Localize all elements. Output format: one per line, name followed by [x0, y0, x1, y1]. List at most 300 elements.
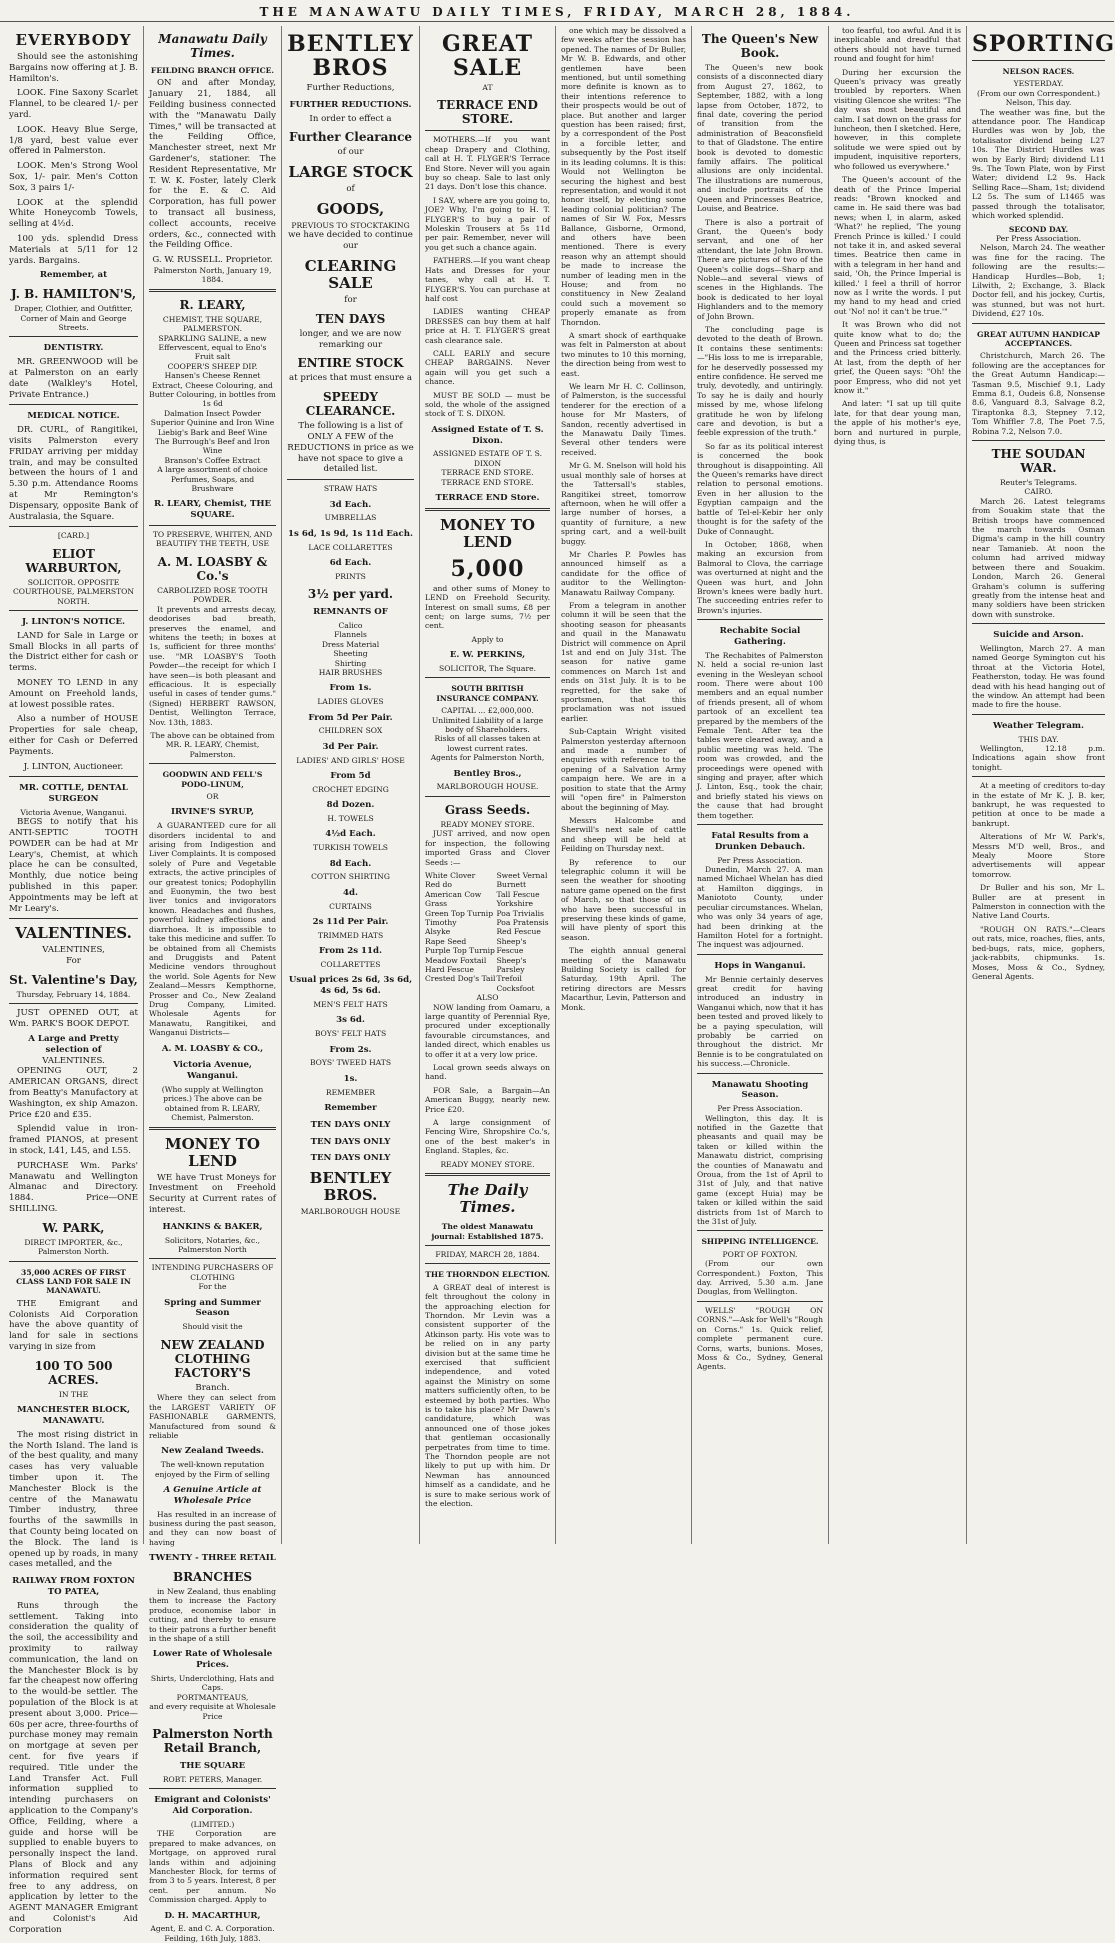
- article-text: So far as its political interest is concerned the book throughout is disappointing. All the Queen's remarks have direct relation to personal emotions. Even in her allusion to the Egyptian campaign and the battle of Tel-el-Kebir her only thought is for the safety of the Duke of Connaught.: [697, 441, 823, 536]
- divider: [697, 1073, 823, 1074]
- seeds-left-list: [425, 871, 496, 993]
- article-text: The Queen's account of the death of the Prince Imperial reads: "Brown knocked and came in. He said there was bad news; when I, in alarm, asked 'What?' he replied, 'The young French Prince is killed.' I could not take it in, and asked several times. Beatrice then came in with a telegram in her hand and said, 'Oh, the Prince Imperial is killed.' I feel a thrill of horror now as I write the words. I put my hand to my head and cried out 'No! no! it can't be true.'": [834, 175, 961, 316]
- russell-sig: G. W. RUSSELL. Proprietor.: [152, 255, 273, 266]
- list-item: Tall Fescue: [496, 889, 540, 899]
- macarthur-name: D. H. MACARTHUR,: [164, 1910, 261, 1921]
- further-text: Further Reductions,: [306, 83, 395, 93]
- ten-days-only: TEN DAYS ONLY: [310, 1153, 391, 1164]
- wpark-name: W. PARK,: [42, 1220, 105, 1235]
- local-text: Local grown seeds always on hand.: [425, 1063, 550, 1082]
- divider: [9, 336, 138, 337]
- leary-sub: CHEMIST, THE SQUARE, PALMERSTON.: [162, 314, 263, 334]
- railway-text: Runs through the settlement. Taking into consideration the quality of the soil, the accessibility and proximity to railway communication, the land on the Manchester Block is by far the cheapest now offering to the would-be settler. The population of the Block is at present about 3,000. Price—60s per acre, three-fourths of purchase money may remain on mortgage at seven per cent. for five years if required. Title under the Land Transfer Act. Full information supplied to intending purchasers on application to the Company's Office, Feilding, where a guide and horse will be supplied to enable buyers to personally inspect the land. Plans of Block and any information required sent free to any address, on application by letter to the AGENT MANAGER Emigrant and Colonist's Aid Corporation: [9, 1600, 138, 1935]
- twenty-text: TWENTY - THREE RETAIL: [149, 1553, 276, 1564]
- leary-heading: R. LEARY,: [179, 297, 246, 312]
- item-name: COLLARETTES: [320, 960, 381, 970]
- column-7: [829, 26, 967, 1544]
- spring-text: Spring and Summer Season: [164, 1297, 261, 1319]
- hops-text: Mr Bennie certainly deserves great credit for having introduced an industry in Wanganui which, now that it has been tested and proved likely to be a paying speculation, will probably be carried on throughout the district. Mr Bennie is to be congratulated on his success.—Chronicle.: [697, 974, 823, 1069]
- large-stock: LARGE STOCK: [288, 163, 413, 182]
- joe-text: I SAY, where are you going to, JOE? Why, I'm going to H. T. FLYGER'S to buy a pair of Moleskin Trousers at 5s 11d per pair. Remember, never will you get such a chance again.: [425, 195, 550, 252]
- for-the: For the: [198, 1282, 227, 1292]
- list-item: Timothy: [425, 917, 457, 927]
- shooting-text: From a telegram in another column it will be seen that the shooting season for pheasants and quail in the Manawatu District will commence on April 1st and end on July 31st. The season for native game commences on March 1st and ends on 31st July. It is to be regretted, for the sake of sportsmen, that this proclamation was not issued earlier.: [561, 600, 686, 723]
- divider: [972, 60, 1105, 61]
- list-item: COOPER'S SHEEP DIP.: [167, 361, 258, 371]
- valentines-sub: VALENTINES,: [42, 945, 105, 956]
- ladies-text: LADIES wanting CHEAP DRESSES can buy them at half price at H. T. FLYGER'S great cash clearance sale.: [425, 307, 550, 345]
- acres-heading: 35,000 ACRES OF FIRST CLASS LAND FOR SALE IN MANAWATU.: [16, 1267, 131, 1296]
- list-item: SPARKLING SALINE, a new Effervescent, equal to Eno's Fruit salt: [158, 333, 267, 362]
- divider: [9, 918, 138, 919]
- branch-text: Branch.: [195, 1382, 230, 1393]
- list-item: Purple Top Turnip: [425, 946, 495, 956]
- divider: [149, 1788, 276, 1789]
- list-item: Liebig's Bark and Beef Wine: [157, 427, 268, 437]
- st-valentines-date: Thursday, February 14, 1884.: [16, 990, 131, 1000]
- loasby-name: A. M. LOASBY & Co.'s: [157, 554, 268, 583]
- column-6: [692, 26, 829, 1544]
- wpark-sub: DIRECT IMPORTER, &c., Palmerston North.: [24, 1237, 123, 1257]
- item-name: LADIES' AND GIRLS' HOSE: [296, 755, 405, 765]
- list-item: Hard Fescue: [425, 964, 474, 974]
- issue-date: FRIDAY, MARCH 28, 1884.: [435, 1249, 540, 1259]
- autumn-text: Christchurch, March 26. The following are the acceptances for the Great Autumn Handicap:— Tasman 9.5, Mischief 9.1, Lady Emma 8.1, Oudeis 6.8, Nonsense 8.6, Vanguard 8.3, Salvage 8.2, Tiraptonka 8.3, Stepney 7.12, Tom Whiffler 7.8, The Poet 7.5, Robina 7.2, Nelson 7.0.: [972, 351, 1105, 436]
- divider: [697, 619, 823, 620]
- list-item: Sweet Vernal: [496, 870, 548, 880]
- list-item: White Clover: [425, 870, 476, 880]
- risks-text: Risks of all classes taken at lowest current rates.: [434, 734, 541, 753]
- oldest-text: The oldest Manawatu journal: Established 1875.: [431, 1222, 544, 1241]
- list-item: Burnett: [496, 880, 527, 890]
- money-text: and other sums of Money to LEND on Freehold Security. Interest on small sums, £8 per cent; on large sums, 7½ per cent.: [425, 583, 550, 631]
- cottle-address: Victoria Avenue, Wanganui.: [20, 807, 127, 817]
- list-item: Superior Quinine and Iron Wine: [150, 418, 275, 428]
- thorndon-heading: THE THORNDON ELECTION.: [425, 1270, 550, 1280]
- ready-money-2: READY MONEY STORE.: [440, 1159, 535, 1169]
- resulted-text: Has resulted in an increase of business during the past season, and they can now boast of having: [149, 1509, 276, 1547]
- bentley-footer: BENTLEY BROS.: [309, 1169, 392, 1205]
- item-price: 8d Dozen.: [326, 800, 375, 811]
- list-item: Cocksfoot: [496, 983, 535, 993]
- mothers-text: MOTHERS.—If you want cheap Drapery and Clothing, call at H. T. FLYGER'S Terrace End Store. Never will you again buy so cheap. Sale to last only 21 days. Don't lose this chance.: [425, 135, 550, 192]
- requisite-text: and every requisite at Wholesale Price: [149, 1702, 276, 1721]
- leary-list: [149, 334, 276, 494]
- sporting-heading: SPORTING: [972, 31, 1115, 57]
- divider: [9, 776, 138, 777]
- list-item: Flannels: [334, 630, 367, 640]
- assigned-sub: ASSIGNED ESTATE OF T. S. DIXON: [432, 449, 543, 468]
- learn-text: We learn Mr H. C. Collinson, of Palmerston, is the successful tenderer for the erection of a house for Mr Masters, of Sandon, recently advertised in the Manawatu Daily Times. Several other tenders were received.: [561, 382, 686, 457]
- valentines-heading: VALENTINES.: [15, 924, 132, 943]
- square-text: THE SQUARE: [179, 1761, 246, 1772]
- buller-text: Dr Buller and his son, Mr L. Buller are at present in Palmerston in connection with the Native Land Courts.: [972, 883, 1105, 921]
- item-name: MEN'S FELT HATS: [313, 1000, 388, 1010]
- divider: [9, 526, 138, 527]
- irvine-heading: IRVINE'S SYRUP,: [170, 807, 255, 818]
- everybody-heading: EVERYBODY: [15, 31, 132, 49]
- article-text: During her excursion the Queen's privacy was greatly troubled by reporters. When visiting Glencoe she writes: "The day was most beautiful and calm. I sat down on the grass for luncheon, then I sketched. Here, however, in this complete solitude we were spied out by impudent, inquisitive reporters, who followed us everywhere.": [834, 67, 961, 171]
- unlimited-text: Unlimited Liability of a large body of Shareholders.: [431, 715, 544, 735]
- port-heading: PORT OF FOXTON.: [722, 1249, 798, 1259]
- linton-land: LAND for Sale in Large or Small Blocks in all parts of the District either for cash or terms.: [9, 630, 138, 674]
- further-reductions: FURTHER REDUCTIONS.: [289, 99, 412, 110]
- list-item: Alsyke: [425, 927, 451, 937]
- limited-text: (LIMITED.): [190, 1819, 235, 1829]
- divider: [425, 130, 550, 131]
- list-item: Branson's Coffee Extract: [164, 455, 261, 465]
- divider: [972, 714, 1105, 715]
- newspaper-page: [4, 26, 1115, 1943]
- intending-text: INTENDING PURCHASERS OF CLOTHING: [151, 1263, 274, 1282]
- fatal-text: Dunedin, March 27. A man named Michael Whelan has died at Hamilton diggings, in Maniototo County, under peculiar circumstances. Whelan, who was only 34 years of age, had been drinking at the Hamilton Hotel for a fortnight. The inquest was adjourned.: [697, 865, 823, 950]
- organs-text: OPENING OUT, 2 AMERICAN ORGANS, direct from Beatty's Manufactory at Washington, ex ship Amazon. Price £20 and £35.: [9, 1066, 138, 1120]
- apply-text: Apply to: [471, 634, 504, 644]
- obtained-text: The above can be obtained from MR. R. LEARY, Chemist, Palmerston.: [150, 730, 275, 759]
- list-item: Dress Material: [321, 639, 380, 649]
- item-name: HAIR BRUSHES: [318, 668, 383, 677]
- nzcf-heading: NEW ZEALAND CLOTHING FACTORY'S: [160, 1337, 265, 1380]
- rats-ad: "ROUGH ON RATS."—Clears out rats, mice, roaches, flies, ants, bed-bugs, rats, mice, gophers, jack-rabbits, chipmunks. 1s. Moses, Moss & Co., Sydney, General Agents.: [972, 924, 1105, 981]
- palmerston-branch: Palmerston North Retail Branch,: [152, 1727, 273, 1756]
- lower-rate: Lower Rate of Wholesale Prices.: [152, 1649, 273, 1671]
- hops-heading: Hops in Wanganui.: [714, 960, 806, 971]
- perkins-name: E. W. PERKINS,: [449, 650, 526, 661]
- leary-signature: R. LEARY, Chemist, THE SQUARE.: [153, 499, 272, 521]
- hamilton-name: J. B. HAMILTON'S,: [10, 287, 137, 302]
- capital-text: CAPITAL ... £2,000,000.: [441, 706, 534, 716]
- remember-text: Remember: [324, 1103, 377, 1114]
- fencing-text: A large consignment of Fencing Wire, Shropshire Co.'s, one of the best maker's in England. Staples, &c.: [425, 1118, 550, 1156]
- nelson-races: NELSON RACES.: [1002, 67, 1075, 76]
- item-name: CROCHET EDGING: [312, 784, 389, 794]
- just-opened-text: JUST OPENED OUT, at Wm. PARK'S BOOK DEPOT.: [9, 1008, 138, 1030]
- remember-text: Remember, at: [39, 270, 108, 281]
- item-name: BOYS' TWEED HATS: [309, 1058, 392, 1068]
- reuter-text: Reuter's Telegrams.: [999, 478, 1078, 488]
- divider: [972, 440, 1105, 441]
- money-heading: MONEY TO LEND: [440, 515, 535, 551]
- divider: [149, 763, 276, 764]
- item-price: 2s 11d Per Pair.: [312, 917, 389, 928]
- look-ad-4: LOOK at the splendid White Honeycomb Towels, selling at 4½d.: [9, 197, 138, 230]
- item-name: COTTON SHIRTING: [311, 872, 390, 882]
- item-price: 1s 6d, 1s 9d, 1s 11d Each.: [288, 528, 413, 539]
- cottle-text: BEGS to notify that his ANTI-SEPTIC TOOTH POWDER can be had at Mr Leary's, Chemist, at which place he can be consulted, Monthly, due notice being published in this paper. Appointments may be left at Mr Leary's.: [9, 817, 138, 914]
- suicide-heading: Suicide and Arson.: [993, 630, 1084, 641]
- building-text: The eighth annual general meeting of the Manawatu Building Society is called for Saturday, 19th April. The retiring directors are Messrs Macarthur, Levin, Patterson and Monk.: [561, 946, 686, 1012]
- solicitor-text: SOLICITOR. OPPOSITE COURTHOUSE, PALMERSTON NORTH.: [12, 577, 135, 606]
- thorndon-text: A GREAT deal of interest is felt throughout the colony in the approaching election for Thorndon. Mr Levin was a consistent supporter of the Atkinson party. His vote was to be relied on in any party division but at the same time he exercised that sufficient independence, and voted against the Ministry on some matters sufficiently often, to be esteemed by both parties. Who is to take his place? Mr Dawn's candidature, which was announced one of those jokes that gentleman occasionally perpetrates from time to time. The Thorndon people are not likely to put up with him. Dr Newman has announced himself as a candidate, and he is sure to make serious work of the election.: [425, 1282, 550, 1509]
- cairo-text: CAIRO.: [1024, 487, 1053, 497]
- divider: [697, 1301, 823, 1302]
- item-price: From 5d: [330, 771, 371, 782]
- shooting-season-text: Wellington, this day. It is notified in the Gazette that pheasants and quail may be taken or killed within the Manawatu district, comprising the counties of Manawatu and Oroua, from the 1st of April to 31st of July, and that native game (except Huia) may be taken or killed within the said districts from 1st of March to the 31st of July.: [697, 1113, 823, 1227]
- item-price: 8d Each.: [329, 858, 372, 869]
- grass-heading: Grass Seeds.: [444, 802, 531, 817]
- linton-signature: J. LINTON, Auctioneer.: [23, 761, 124, 772]
- irvine-text: A GUARANTEED cure for all disorders incidental to and arising from Indigestion and Liver Complaints. It is composed solely of Pure and Vegetable extracts, the active principles of our greatest tonics; Podophyllin and Euonymin, the two best liver tonics and invigorators known. Headaches and flushes, powerful kidney affections and diarrhoea. It is impossible to take this medicine and suffer. To be obtained from all Chemists and Druggists and Patent Medicine vendors throughout the world. Sole Agents for New Zealand—Messrs Kempthorne, Prosser and Co., New Zealand Drug Company, Limited. Wholesale Agents for Manawatu, Rangitikei, and Wanganui Districts—: [149, 821, 276, 1038]
- fatal-heading: Fatal Results from a Drunken Debauch.: [711, 831, 809, 852]
- item-price: From 5d Per Pair.: [308, 712, 393, 723]
- linton-money: MONEY TO LEND in any Amount on Freehold lands, at lowest possible rates.: [9, 677, 138, 710]
- telegram-text: By reference to our telegraphic column it will be seen the weather for shooting nature game opened on the first of March, so that those of us who have been successful in preserving these kinds of game, will have plenty of sport this season.: [561, 857, 686, 942]
- port-text: (From our own Correspondent.) Foxton, This day. Arrived, 5.30 a.m. Jane Douglas, from Wellington.: [697, 1259, 823, 1297]
- loasby-text: It prevents and arrests decay, deodorises bad breath, preserves the enamel, and whitens the teeth; in boxes at 1s, sufficient for three months' use. "MR LOASBY'S Tooth Powder—the receipt for which I have seen—is both pleasant and efficacious. It is especially useful in cases of tender gums." (Signed) HERBERT RAWSON, Dentist, Wellington Terrace, Nov. 13th, 1883.: [149, 604, 276, 727]
- cottle-heading: MR. COTTLE, DENTAL SURGEON: [19, 783, 128, 805]
- divider: [287, 479, 414, 480]
- article-text: There is also a portrait of Grant, the Queen's body servant, and one of her attendant, the late John Brown. There are pictures of two of the Queen's collie dogs—Sharp and Noble—and several views of scenes in the Highlands. The book is dedicated to her loyal Highlanders and to the memory of John Brown.: [697, 217, 823, 321]
- divider: [149, 1258, 276, 1259]
- goods-text: GOODS,: [316, 199, 385, 218]
- branches-text: BRANCHES: [172, 1570, 253, 1585]
- perkins-sub: SOLICITOR, The Square.: [439, 664, 536, 674]
- order-text: In order to effect a: [309, 113, 392, 124]
- list-item: Shirting: [334, 658, 367, 668]
- st-valentines-day: St. Valentine's Day,: [9, 973, 138, 988]
- should-visit: Should visit the: [182, 1322, 243, 1332]
- list-item: Poa Pratensis: [496, 917, 549, 927]
- column-3: [282, 26, 420, 1544]
- second-day-text: Nelson, March 24. The weather was fine for the racing. The following are the results:— Handicap Hurdles—Bob, 1; Lilwith, 2; Exchange, 3. Black Doctor fell, and his jockey, Curtis, was stunned, but was not hurt. Dividend, £27 10s.: [972, 243, 1105, 319]
- russell-date: Palmerston North, January 19, 1884.: [153, 265, 272, 285]
- speedy-clearance: SPEEDY CLEARANCE.: [305, 390, 396, 419]
- divider: [425, 1263, 550, 1264]
- loasby-agent: A. M. LOASBY & CO.,: [161, 1043, 264, 1054]
- great-sale-heading: GREAT SALE: [441, 31, 534, 81]
- column-2: [144, 26, 282, 1943]
- ten-days-only: TEN DAYS ONLY: [310, 1119, 391, 1130]
- victoria-sub: (Who supply at Wellington prices.) The above can be obtained from R. LEARY, Chemist, Palmerston.: [161, 1084, 264, 1123]
- medical-text: DR. CURL, of Rangitikei, visits Palmerston every FRIDAY arriving per midday train, and may be consulted between the hours of 1 and 5.30 p.m. Attendance Rooms at Mr Remington's Dispensary, opposite Bank of Australasia, the Square.: [9, 425, 138, 522]
- daily-times-title: The Daily Times.: [447, 1181, 528, 1217]
- item-price: 4d.: [343, 887, 358, 898]
- soudan-text: March 26. Latest telegrams from Souakim state that the British troops have commenced the march towards Osman Digma's camp in the hill country near Tamanieb. At noon the column had arrived midway between there and Souakim. London, March 26. General Graham's column is suffering greatly from the intense heat and many soldiers have been stricken down with sunstroke.: [972, 496, 1105, 619]
- list-item: Poa Trivialis: [496, 908, 544, 918]
- item-name: STRAW HATS: [323, 484, 378, 494]
- list-item: Red do: [425, 880, 452, 890]
- following-text: The following is a list of ONLY A FEW of the REDUCTIONS in price as we have not space to give a detailed list.: [287, 421, 414, 475]
- item-name: LADIES GLOVES: [317, 697, 384, 707]
- manchester-block: MANCHESTER BLOCK, MANAWATU.: [17, 1405, 130, 1427]
- item-price: From 2s.: [329, 1044, 372, 1055]
- list-item: Sheeting: [333, 649, 368, 659]
- landing-text: NOW landing from Oamaru, a large quantity of Perennial Rye, procured under exceptionally favourable circumstances, and landed direct, which enables us to offer it at a very low price.: [425, 1002, 550, 1059]
- terrace-store-bold: TERRACE END Store.: [435, 493, 540, 503]
- dentistry-heading: DENTISTRY.: [43, 343, 104, 354]
- or-text: OR: [206, 792, 219, 802]
- column-8: [967, 26, 1115, 1544]
- previous-text: PREVIOUS TO STOCKTAKING: [291, 220, 410, 230]
- article-text: And later: "I sat up till quite late, for that dear young man, the apple of his mother's eye, born and nurtured in purple, dying thus, is: [834, 399, 961, 447]
- rechabite-heading: Rechabite Social Gathering.: [719, 626, 801, 647]
- victoria-ave: Victoria Avenue, Wanganui.: [173, 1060, 252, 1082]
- clearance-text: Further Clearance: [288, 130, 413, 145]
- purchase-text: PURCHASE Wm. Parks' Manawatu and Wellington Almanac and Directory. 1884. Price—ONE SHILLING.: [9, 1160, 138, 1215]
- agents-text: Agents for Palmerston North,: [430, 753, 545, 763]
- item-name: UMBRELLAS: [324, 513, 377, 523]
- ten-days: TEN DAYS: [315, 311, 386, 326]
- list-item: The Burrough's Beef and Iron Wine: [155, 437, 270, 456]
- clearing-sale: CLEARING SALE: [304, 256, 397, 292]
- item-price: 3d Per Pair.: [322, 741, 379, 752]
- money-text: WE have Trust Moneys for Investment on Freehold Security at Current rates of interest.: [149, 1172, 276, 1215]
- alterations-text: Alterations of Mr W. Park's, Messrs M'D well, Bros., and Mealy Moore Store advertisements will appear tomorrow.: [972, 832, 1105, 879]
- earthquake-text: A smart shock of earthquake was felt in Palmerston at about two minutes to 10 this morning, the direction being from west to east.: [561, 331, 686, 378]
- item-name: BOYS' FELT HATS: [314, 1029, 387, 1039]
- marlborough-text: MARLBOROUGH HOUSE: [300, 1207, 401, 1217]
- soudan-heading: THE SOUDAN WAR.: [991, 447, 1086, 476]
- list-item: Sheep's Fescue: [496, 936, 527, 956]
- south-british-heading: SOUTH BRITISH INSURANCE COMPANY.: [436, 684, 539, 703]
- feilding-text: ON and after Monday, January 21, 1884, all Feilding business connected with the "Manawatu Daily Times," will be transacted at the Feilding Office, Manchester street, next Mr Gardener's, stationer. The Resident Representative, Mr T. W. K. Foster, lately Clerk for the E. & C. Aid Corporation, has full power to transact all business, collect accounts, receive orders, &c., connected with the Feilding Office.: [149, 78, 276, 251]
- divider: [9, 404, 138, 405]
- remnants-list: [287, 621, 414, 668]
- we-have: we have decided to continue our: [288, 230, 413, 252]
- press-association: Per Press Association.: [717, 855, 803, 865]
- for-text: For: [66, 956, 81, 967]
- entire-stock: ENTIRE STOCK: [297, 356, 404, 371]
- divider: [149, 289, 276, 292]
- column-5: [556, 26, 692, 1544]
- weather-text: Wellington, 12.18 p.m. Indications again show front tonight.: [972, 743, 1105, 772]
- item-price: 1s.: [343, 1073, 358, 1084]
- buggy-text: FOR Sale, a Bargain—An American Buggy, nearly new. Price £20.: [425, 1085, 550, 1114]
- dentistry-text: MR. GREENWOOD will be at Palmerston on an early date (Walkley's Hotel, Private Entrance.): [9, 357, 138, 400]
- look-ad-5: 100 yds. splendid Dress Materials at 5/11 for 12 yards. Bargains.: [9, 233, 138, 266]
- list-item: Yorkshire: [496, 899, 533, 909]
- at-text: AT: [482, 83, 493, 92]
- article-text: too fearful, too awful. And it is inexplicable and dreadful that others should not have turned round and fought for him!: [834, 26, 961, 64]
- portmanteaus-text: PORTMANTEAUS,: [176, 1692, 249, 1702]
- article-text: one which may be dissolved a few weeks after the session has opened. The names of Dr Buller, Mr W. B. Edwards, and other gentlemen have been mentioned, but until something more definite is known as to their intentions reference to their prospects would be out of place. But another and larger question has been raised; first, by a correspondent of the Post in a forcible letter, and subsequently by the Post itself in its leading columns. It is this: Would not Wellington be securing the highest and best representation, and would it not honor itself, by electing some leading colonial politician? The names of Sir W. Fox, Messrs Ballance, Gisborne, Ormond, and others have been mentioned. There is every reason why an attempt should be made to increase the number of leading men in the House; and from no constituency in New Zealand could such a movement so properly emanate as from Thorndon.: [561, 26, 686, 327]
- item-name: CURTAINS: [329, 901, 372, 911]
- remember-caps: REMEMBER: [325, 1087, 376, 1097]
- divider: [425, 1173, 550, 1176]
- suicide-text: Wellington, March 27. A man named George Symington cut his throat at the Victoria Hotel, Featherston, today. He was found dead with his head hanging out of the window. An attempt had been made to fire the house.: [972, 643, 1105, 710]
- money-heading: MONEY TO LEND: [165, 1134, 260, 1170]
- ten-days-only: TEN DAYS ONLY: [310, 1136, 391, 1147]
- list-item: Calico: [338, 620, 363, 630]
- where-text: Where they can select from the LARGEST VARIETY OF FASHIONABLE GARMENTS, Manufactured from sound & reliable: [149, 1393, 276, 1441]
- item-price: 6d Each.: [329, 557, 372, 568]
- item-name: TURKISH TOWELS: [313, 843, 388, 853]
- at-prices: at prices that must ensure a: [289, 373, 412, 384]
- list-item: American Cow Grass: [425, 889, 482, 909]
- assigned-heading: Assigned Estate of T. S. Dixon.: [431, 424, 544, 446]
- weather-heading: Weather Telegram.: [993, 720, 1084, 731]
- divider: [697, 1230, 823, 1231]
- tweeds-sub: The well-known reputation enjoyed by the Firm of selling: [155, 1460, 270, 1479]
- item-price: From 2s 11d.: [318, 946, 383, 957]
- terrace-end-heading: TERRACE END STORE.: [437, 98, 538, 127]
- emigrant-text: THE Corporation are prepared to make advances, on Mortgage, on approved rural lands within and adjoining Manchester Block, for terms of from 3 to 5 years. Interest, 8 per cent. per annum. No Commission charged. Apply to: [149, 1829, 276, 1905]
- creditors-text: At a meeting of creditors to-day in the estate of Mr K. J. B. ker, bankrupt, he was requested to petition at once to be made a bankrupt.: [972, 781, 1105, 828]
- medical-heading: MEDICAL NOTICE.: [27, 411, 120, 422]
- genuine-text: A Genuine Article at Wholesale Price: [163, 1485, 262, 1506]
- tweeds-text: New Zealand Tweeds.: [161, 1446, 264, 1457]
- article-text: In October, 1868, when making an excursion from Balmoral to Clova, the carriage was overturned at night and the Queen was hurt, and John Brown's knees were badly hurt. The succeeding entries refer to Brown's injuries.: [697, 539, 823, 615]
- item-price: 4½d Each.: [325, 829, 376, 840]
- divider: [149, 525, 276, 526]
- hamilton-sub: Draper, Clothier, and Outfitter, Corner of Main and George Streets.: [14, 304, 133, 332]
- list-item: Trefoil: [496, 974, 522, 984]
- valentines-item: VALENTINES.: [42, 1055, 105, 1066]
- bentley-agents: Bentley Bros.,: [453, 768, 522, 779]
- nelson-day: Nelson, This day.: [1005, 98, 1072, 108]
- divider: [425, 796, 550, 797]
- linton-houses: Also a number of HOUSE Properties for sale cheap, either for Cash or Deferred Payments.: [9, 714, 138, 757]
- card-label: [CARD.]: [57, 531, 90, 541]
- look-ad-1: LOOK. Fine Saxony Scarlet Flannel, to be cleared 1/- per yard.: [9, 88, 138, 120]
- item-name: CHILDREN SOX: [318, 726, 383, 736]
- preserve-text: TO PRESERVE, WHITEN, AND BEAUTIFY THE TEETH, USE: [152, 530, 273, 549]
- just-arrived-text: JUST arrived, and now open for inspection, the following imported Grass and Clover Seeds :—: [425, 829, 550, 867]
- eliot-name: ELIOT WARBURTON,: [25, 546, 122, 575]
- acres-text: THE Emigrant and Colonists Aid Corporation have the above quantity of land for sale in sections varying in size from: [9, 1298, 138, 1353]
- article-text: The concluding page is devoted to the death of Brown. It contains these sentiments:—"His loss to me is irreparable, for he deservedly possessed my entire confidence. He served me truly, devotedly, and untiringly. To say he is daily and hourly missed by me, whose lifelong gratitude he won by lifelong care and devotion, is but a feeble expression of the truth.": [697, 324, 823, 438]
- list-item: Meadow Foxtail: [425, 955, 487, 965]
- railway-heading: RAILWAY FROM FOXTON TO PATEA,: [12, 1576, 135, 1597]
- branches-body: in New Zealand, thus enabling them to increase the Factory produce, economise labor in cutting, and thereby to ensure to their patrons a further benefit in the shape of a still: [149, 1587, 276, 1644]
- peters-text: ROBT. PETERS, Manager.: [162, 1774, 263, 1784]
- item-name: LACE COLLARETTES: [308, 542, 393, 552]
- column-1: [4, 26, 144, 1935]
- goodwin-heading: GOODWIN AND FELL'S PODO-LINUM,: [162, 770, 263, 789]
- divider: [9, 610, 138, 611]
- autumn-heading: GREAT AUTUMN HANDICAP ACCEPTANCES.: [977, 329, 1100, 348]
- of-our: of our: [337, 147, 364, 158]
- feilding-heading: FEILDING BRANCH OFFICE.: [150, 66, 275, 75]
- second-day: SECOND DAY.: [1008, 224, 1069, 234]
- seeds-right-list: [496, 871, 550, 993]
- queens-book-heading: The Queen's New Book.: [701, 32, 819, 60]
- shooting-season-heading: Manawatu Shooting Season.: [711, 1079, 809, 1101]
- list-item: Red Fescue: [496, 927, 541, 937]
- divider: [9, 1003, 138, 1004]
- list-item: Crested Dog's Tail: [425, 974, 496, 984]
- also-text: ALSO: [476, 993, 499, 1003]
- list-item: Sheep's Parsley: [496, 955, 527, 974]
- list-item: A large assortment of choice Perfumes, Soaps, and Brushware: [157, 465, 268, 494]
- press-association: Per Press Association.: [995, 233, 1082, 243]
- divider: [425, 1245, 550, 1246]
- salvation-text: Sub-Captain Wright visited Palmerston yesterday afternoon and made a number of enquiries with reference to the opening of a Salvation Army campaign here. We are in a position to state that the Army will "open fire" in Palmerston about the beginning of May.: [561, 727, 686, 812]
- shirts-text: Shirts, Underclothing, Hats and Caps.: [150, 1674, 275, 1693]
- item-price: From 1s.: [329, 683, 372, 694]
- emigrant-heading: Emigrant and Colonists' Aid Corporation.: [154, 1795, 271, 1817]
- acres-range: 100 TO 500 ACRES.: [34, 1358, 113, 1387]
- call-text: CALL EARLY and secure CHEAP BARGAINS. Never again will you get such a chance.: [425, 348, 550, 387]
- divider: [697, 824, 823, 825]
- terrace-store: TERRACE END STORE.: [441, 468, 534, 478]
- column-4: [420, 26, 556, 1544]
- masthead: THE MANAWATU DAILY TIMES, FRIDAY, MARCH 28, 1884.: [0, 0, 1114, 22]
- list-item: Rape Seed: [425, 936, 467, 946]
- divider: [9, 1261, 138, 1262]
- item-name: H. TOWELS: [327, 814, 374, 824]
- terrace-store: TERRACE END STORE.: [441, 477, 534, 487]
- powles-text: Mr Charles P. Powles has announced himself as a candidate for the office of auditor to the Wellington-Manawatu Railway Company.: [561, 549, 686, 597]
- bentley-heading: BENTLEY BROS: [287, 31, 414, 81]
- divider: [972, 323, 1105, 324]
- seeds-table: [425, 871, 550, 993]
- divider: [425, 677, 550, 678]
- must-text: MUST BE SOLD — must be sold, the whole of the assigned stock of T. S. DIXON.: [425, 390, 550, 419]
- vetting-text: Messrs Halcombe and Sherwill's next sale of cattle and sheep will be held at Feilding on Thursday next.: [561, 815, 686, 854]
- remnants-heading: REMNANTS OF: [313, 607, 388, 618]
- list-item: Dalmation Insect Powder: [164, 408, 261, 418]
